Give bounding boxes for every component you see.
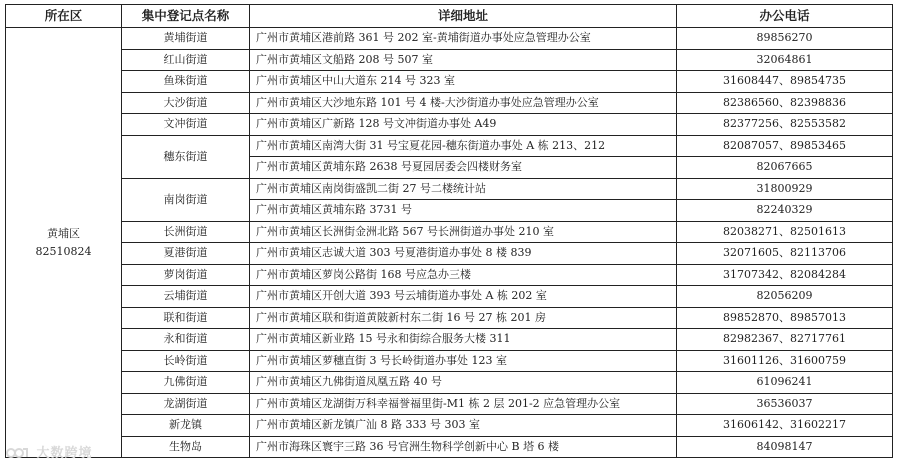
point-name: 大沙街道	[122, 92, 250, 114]
address-cell: 广州市黄埔区新业路 15 号永和街综合服务大楼 311	[250, 329, 677, 351]
district-cell	[6, 28, 122, 458]
watermark-text: 大数跨境	[36, 446, 93, 461]
address-cell: 广州市黄埔区南湾大街 31 号宝夏花园-穗东街道办事处 A 栋 213、212	[250, 135, 677, 157]
point-name: 南岗街道	[122, 178, 250, 221]
table-row	[6, 393, 893, 415]
point-name: 联和街道	[122, 307, 250, 329]
header-district: 所在区	[6, 5, 122, 28]
address-cell: 广州市黄埔区黄埔东路 3731 号	[250, 200, 677, 222]
address-cell: 广州市黄埔区中山大道东 214 号 323 室	[250, 71, 677, 93]
phone-cell: 82240329	[677, 200, 893, 222]
point-name: 穗东街道	[122, 135, 250, 178]
header-address: 详细地址	[250, 5, 677, 28]
phone-cell: 61096241	[677, 372, 893, 394]
district-name: 黄埔区	[47, 226, 80, 240]
point-name: 萝岗街道	[122, 264, 250, 286]
point-name: 生物岛	[122, 436, 250, 458]
phone-cell: 31608447、89854735	[677, 71, 893, 93]
table-row	[6, 49, 893, 71]
phone-cell: 82067665	[677, 157, 893, 179]
phone-cell: 31601126、31600759	[677, 350, 893, 372]
phone-cell: 84098147	[677, 436, 893, 458]
phone-cell: 82377256、82553582	[677, 114, 893, 136]
table-row	[6, 350, 893, 372]
phone-cell: 82038271、82501613	[677, 221, 893, 243]
registration-table	[5, 4, 893, 458]
header-row	[6, 5, 893, 28]
phone-cell: 82087057、89853465	[677, 135, 893, 157]
header-point: 集中登记点名称	[122, 5, 250, 28]
table-row	[6, 329, 893, 351]
table-row	[6, 71, 893, 93]
registration-table-container	[5, 4, 892, 458]
address-cell: 广州市黄埔区广新路 128 号文冲街道办事处 A49	[250, 114, 677, 136]
address-cell: 广州市黄埔区开创大道 393 号云埔街道办事处 A 栋 202 室	[250, 286, 677, 308]
table-row	[6, 286, 893, 308]
district-phone: 82510824	[35, 244, 92, 258]
table-row	[6, 264, 893, 286]
address-cell: 广州市黄埔区龙湖街万科幸福誉福里街-M1 栋 2 层 201-2 应急管理办公室	[250, 393, 677, 415]
address-cell: 广州市黄埔区萝岗公路街 168 号应急办三楼	[250, 264, 677, 286]
point-name: 红山街道	[122, 49, 250, 71]
phone-cell: 31800929	[677, 178, 893, 200]
point-name: 永和街道	[122, 329, 250, 351]
phone-cell: 89856270	[677, 28, 893, 50]
table-row	[6, 92, 893, 114]
phone-cell: 31606142、31602217	[677, 415, 893, 437]
brand-logo-icon	[6, 446, 28, 459]
address-cell: 广州市黄埔区文船路 208 号 507 室	[250, 49, 677, 71]
point-name: 新龙镇	[122, 415, 250, 437]
address-cell: 广州市黄埔区萝穗直街 3 号长岭街道办事处 123 室	[250, 350, 677, 372]
point-name: 云埔街道	[122, 286, 250, 308]
address-cell: 广州市黄埔区九佛街道凤凰五路 40 号	[250, 372, 677, 394]
table-row	[6, 307, 893, 329]
table-row	[6, 436, 893, 458]
watermark	[6, 442, 93, 461]
address-cell: 广州市黄埔区志诚大道 303 号夏港街道办事处 8 楼 839	[250, 243, 677, 265]
point-name: 龙湖街道	[122, 393, 250, 415]
point-name: 长岭街道	[122, 350, 250, 372]
table-row	[6, 28, 893, 50]
point-name: 长洲街道	[122, 221, 250, 243]
table-row	[6, 372, 893, 394]
address-cell: 广州市黄埔区联和街道黄陂新村东二街 16 号 27 栋 201 房	[250, 307, 677, 329]
point-name: 黄埔街道	[122, 28, 250, 50]
table-row	[6, 221, 893, 243]
point-name: 九佛街道	[122, 372, 250, 394]
phone-cell: 89852870、89857013	[677, 307, 893, 329]
table-row	[6, 178, 893, 200]
point-name: 夏港街道	[122, 243, 250, 265]
address-cell: 广州市海珠区寰宇三路 36 号官洲生物科学创新中心 B 塔 6 楼	[250, 436, 677, 458]
phone-cell: 31707342、82084284	[677, 264, 893, 286]
phone-cell: 82056209	[677, 286, 893, 308]
address-cell: 广州市黄埔区大沙地东路 101 号 4 楼-大沙街道办事处应急管理办公室	[250, 92, 677, 114]
address-cell: 广州市黄埔区南岗街盛凯二街 27 号二楼统计站	[250, 178, 677, 200]
header-phone: 办公电话	[677, 5, 893, 28]
table-row	[6, 135, 893, 157]
table-row	[6, 415, 893, 437]
table-row	[6, 243, 893, 265]
point-name: 文冲街道	[122, 114, 250, 136]
address-cell: 广州市黄埔区黄埔东路 2638 号夏园居委会四楼财务室	[250, 157, 677, 179]
address-cell: 广州市黄埔区新龙镇广汕 8 路 333 号 303 室	[250, 415, 677, 437]
phone-cell: 32071605、82113706	[677, 243, 893, 265]
phone-cell: 82982367、82717761	[677, 329, 893, 351]
phone-cell: 82386560、82398836	[677, 92, 893, 114]
address-cell: 广州市黄埔区长洲街金洲北路 567 号长洲街道办事处 210 室	[250, 221, 677, 243]
point-name: 鱼珠街道	[122, 71, 250, 93]
phone-cell: 36536037	[677, 393, 893, 415]
phone-cell: 32064861	[677, 49, 893, 71]
address-cell: 广州市黄埔区港前路 361 号 202 室-黄埔街道办事处应急管理办公室	[250, 28, 677, 50]
table-row	[6, 114, 893, 136]
